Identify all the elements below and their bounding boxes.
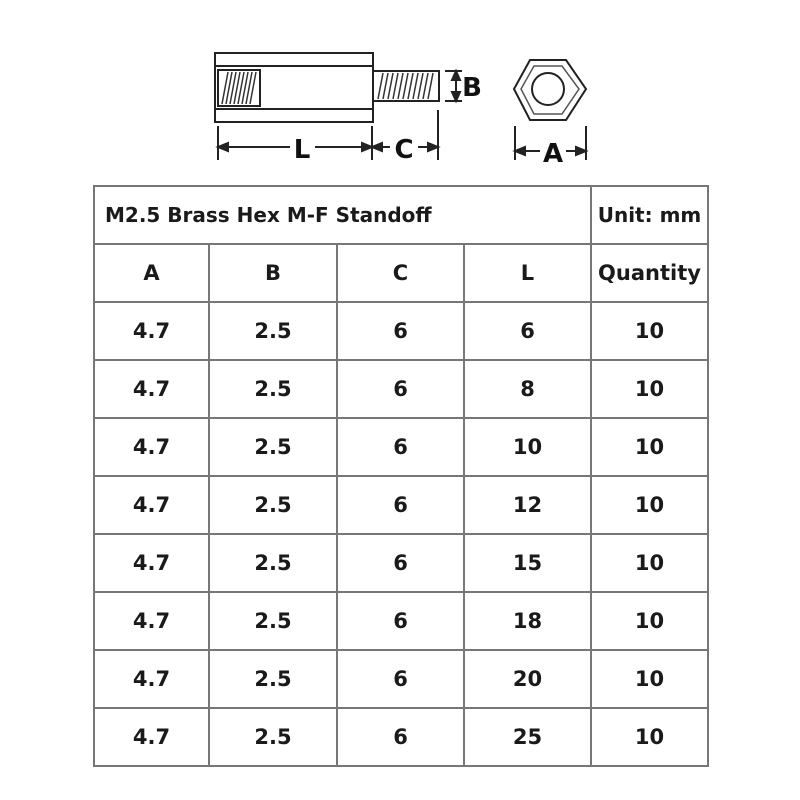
table-cell: 15 bbox=[464, 534, 591, 592]
table-cell: 10 bbox=[591, 418, 708, 476]
standoff-side-view bbox=[215, 53, 439, 122]
table-title: M2.5 Brass Hex M-F Standoff bbox=[94, 186, 591, 244]
table-cell: 6 bbox=[337, 476, 464, 534]
table-cell: 4.7 bbox=[94, 476, 209, 534]
table-title-row bbox=[94, 186, 708, 244]
table-cell: 4.7 bbox=[94, 592, 209, 650]
table-header-row bbox=[94, 244, 708, 302]
table-cell: 2.5 bbox=[209, 650, 337, 708]
table-cell: 10 bbox=[591, 592, 708, 650]
table-row bbox=[94, 592, 708, 650]
table-row bbox=[94, 650, 708, 708]
table-cell: 6 bbox=[337, 708, 464, 766]
table-cell: 6 bbox=[464, 302, 591, 360]
header-cell: L bbox=[464, 244, 591, 302]
table-cell: 2.5 bbox=[209, 360, 337, 418]
table-row bbox=[94, 534, 708, 592]
table-cell: 2.5 bbox=[209, 476, 337, 534]
table-cell: 2.5 bbox=[209, 302, 337, 360]
table-cell: 4.7 bbox=[94, 534, 209, 592]
label-A: A bbox=[542, 139, 564, 169]
table-cell: 6 bbox=[337, 302, 464, 360]
table-cell: 10 bbox=[591, 650, 708, 708]
table-cell: 6 bbox=[337, 592, 464, 650]
table-row bbox=[94, 360, 708, 418]
table-row bbox=[94, 708, 708, 766]
table-cell: 4.7 bbox=[94, 302, 209, 360]
standoff-diagram bbox=[0, 0, 800, 180]
label-L: L bbox=[293, 135, 311, 165]
table-cell: 6 bbox=[337, 534, 464, 592]
table-cell: 4.7 bbox=[94, 418, 209, 476]
table-cell: 2.5 bbox=[209, 708, 337, 766]
table-cell: 2.5 bbox=[209, 534, 337, 592]
standoff-end-view bbox=[514, 60, 586, 120]
table-cell: 10 bbox=[591, 302, 708, 360]
header-cell: B bbox=[209, 244, 337, 302]
table-cell: 6 bbox=[337, 418, 464, 476]
table-cell: 12 bbox=[464, 476, 591, 534]
table-cell: 10 bbox=[464, 418, 591, 476]
table-cell: 10 bbox=[591, 708, 708, 766]
header-cell: Quantity bbox=[591, 244, 708, 302]
table-body bbox=[94, 302, 708, 766]
table-cell: 2.5 bbox=[209, 592, 337, 650]
label-C: C bbox=[394, 135, 414, 165]
table-cell: 4.7 bbox=[94, 360, 209, 418]
table-cell: 2.5 bbox=[209, 418, 337, 476]
table-cell: 20 bbox=[464, 650, 591, 708]
table-cell: 8 bbox=[464, 360, 591, 418]
table-cell: 4.7 bbox=[94, 708, 209, 766]
spec-table bbox=[93, 185, 709, 767]
header-cell: C bbox=[337, 244, 464, 302]
table-cell: 10 bbox=[591, 476, 708, 534]
table-cell: 6 bbox=[337, 650, 464, 708]
table-cell: 18 bbox=[464, 592, 591, 650]
table-row bbox=[94, 476, 708, 534]
table-cell: 6 bbox=[337, 360, 464, 418]
table-row bbox=[94, 302, 708, 360]
unit-label: Unit: mm bbox=[591, 186, 708, 244]
table-cell: 4.7 bbox=[94, 650, 209, 708]
table-cell: 25 bbox=[464, 708, 591, 766]
header-cell: A bbox=[94, 244, 209, 302]
label-B: B bbox=[462, 73, 482, 103]
table-cell: 10 bbox=[591, 360, 708, 418]
table-cell: 10 bbox=[591, 534, 708, 592]
table-row bbox=[94, 418, 708, 476]
